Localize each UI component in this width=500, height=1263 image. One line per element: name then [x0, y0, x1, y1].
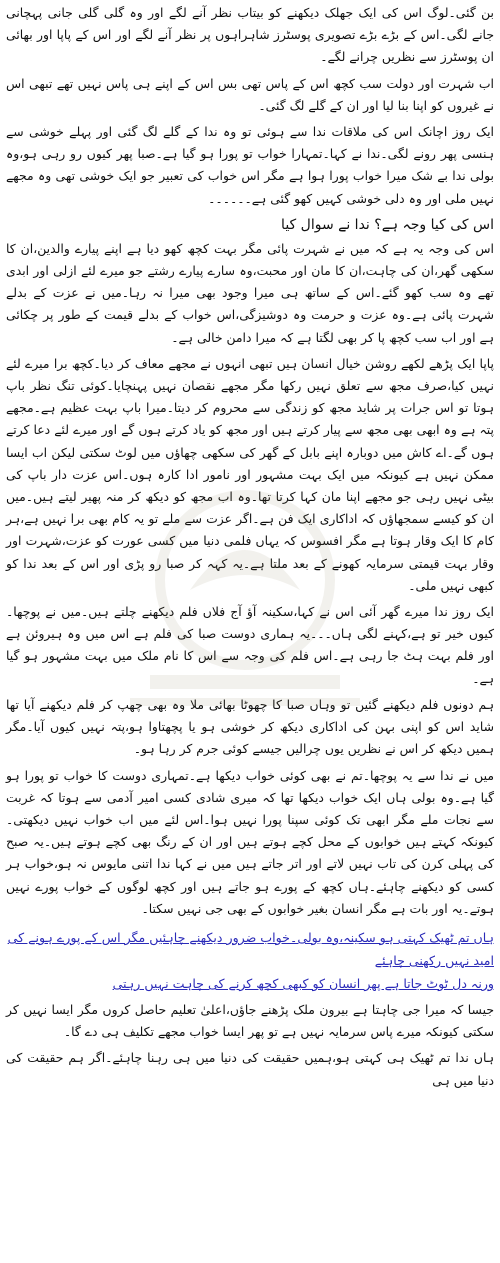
paragraph-8: میں نے ندا سے یہ پوچھا۔تم نے بھی کوئی خواب دیکھا ہے۔تمہاری دوست کا خواب تو پورا ہو گیا ہے۔وہ بولی ہاں ایک خواب دیکھا تھا کہ میری شادی کسی امیر آدمی سے ہوتا کہ غربت سے نجات ملے مگر ابھی تک کوئی سپنا پورا نہیں ہوا۔اس لئے میں اب خواب نہیں دیکھتی۔کیونکہ کہتے ہیں خوابوں کے محل کچے ہوتے ہیں اور ان کے رنگ بھی کچے ہوتے ہیں۔یہ صبح کی پہلی کرن کی تاب نہیں لاتے اور اتر جاتے ہیں میں نے کہا ندا اتنی مایوس نہ ہو،خواب ہر کسی کو دیکھنے چاہئے۔ہاں کچھ کے پورے ہو جاتے ہیں اور کچھ لوگوں کے خواب پورے نہیں ہوتے۔یہ اور بات ہے مگر انسان بغیر خوابوں کے بھی جی نہیں سکتا۔ — [6, 767, 494, 916]
paragraph-1: بن گئی۔لوگ اس کی ایک جھلک دیکھنے کو بیتاب نظر آنے لگے اور وہ گلی گلی جانی پہچانی جانے لگی۔اس کے بڑے بڑے تصویری پوسٹرز شاہراہوں پر نظر آنے لگے اور اس کے پاپا اور بھائی ان پوسٹرز سے نظریں چرانے لگے۔ — [6, 5, 494, 65]
paragraph-4: اس کی وجہ یہ ہے کہ میں نے شہرت پائی مگر بہت کچھ کھو دیا ہے اپنے پیارے والدین،ان کا سکھی گھر،ان کی چاہت،ان کا مان اور محبت،وہ سارے پیارے رشتے جو میرے لئے ازلی اور ابدی تھے وہ سب کھو گئے۔اس کے ساتھ ہی میرا وجود بھی میرا نہ رہا۔میں نے عزت کے بدلے شہرت پائی ہے۔وہ عزت و حرمت وہ دوشیزگی،اس خواب کے بدلے قیمت کے طور پر چکائی ہے اور اب سب کچھ پا کر بھی لگتا ہے کہ میرا دامن خالی ہے۔ — [6, 240, 494, 345]
paragraph-9: جیسا کہ میرا جی چاہتا ہے بیرون ملک پڑھنے جاؤں،اعلیٰ تعلیم حاصل کروں مگر ایسا نہیں کر سکتی کیونکہ میرے پاس سرمایہ نہیں ہے تو پھر ایسا خواب مجھے تکلیف ہی دے گا۔ — [6, 1001, 494, 1040]
paragraph-3: ایک روز اچانک اس کی ملاقات ندا سے ہوئی تو وہ ندا کے گلے لگ گئی اور پہلے خوشی سے ہنسی پھر رونے لگی۔ندا نے کہا۔تمہارا خواب تو پورا ہو گیا ہے۔صبا پھر کیوں رو رہی ہو،وہ بولی ندا بے شک میرا خواب پورا ہوا ہے مگر اس خواب کی تعبیر جو ایک خوشی تھی وہ مجھے نہیں ملی اور وہ دلی خوشی کہیں کھو گئی ہے۔۔۔۔۔۔ — [6, 124, 494, 206]
question-line: اس کی کیا وجہ ہے؟ ندا نے سوال کیا — [281, 216, 494, 233]
paragraph-6: ایک روز ندا میرے گھر آئی اس نے کہا،سکینہ آؤ آج فلاں فلم دیکھنے چلتے ہیں۔میں نے پوچھا۔کیوں خیر تو ہے،کہنے لگی ہاں۔۔۔یہ ہماری دوست صبا کی فلم ہے اس میں وہ ہیروئن ہے اور فلم بہت ہٹ جا رہی ہے۔اس فلم کی وجہ سے اس کا نام ملک میں بہت مشہور ہو گیا ہے۔ — [6, 604, 494, 686]
paragraph-7: ہم دونوں فلم دیکھنے گئیں تو وہاں صبا کا چھوٹا بھائی ملا وہ بھی چھپ کر فلم دیکھنے آیا تھا شاید اس کو اپنی بہن کی اداکاری دیکھ کر خوشی ہو یا پچھتاوا ہو،پتہ نہیں کیوں آیا۔مگر ہمیں دیکھ کر اس نے نظریں یوں چرالیں جیسے کوئی جرم کر رہا ہو۔ — [6, 696, 494, 757]
highlighted-quote-line-1: ہاں تم ٹھیک کہتی ہو سکینہ،وہ بولی۔خواب ضرور دیکھنے چاہئیں مگر اس کے پورے ہونے کی امید نہیں رکھنی چاہئے — [7, 929, 494, 968]
highlighted-quote — [6, 926, 494, 995]
paragraph-2: اب شہرت اور دولت سب کچھ اس کے پاس تھی بس اس کے اپنے ہی پاس نہیں تھے تبھی اس نے غیروں کو اپنا بنا لیا اور ان کے گلے لگ گئی۔ — [6, 75, 494, 113]
story-page — [6, 2, 494, 1092]
paragraph-5: پاپا ایک پڑھے لکھے روشن خیال انسان ہیں تبھی انہوں نے مجھے معاف کر دیا۔کچھ برا میرے لئے نہیں کیا،صرف مجھ سے تعلق نہیں رکھا مگر مجھے نقصان نہیں پہنچایا۔کوئی تنگ نظر باپ ہوتا تو اس جرات پر شاید مجھ کو زندگی سے محروم کر دیتا۔میرا باپ بہت عظیم ہے۔مجھے پتہ ہے وہ ابھی بھی مجھ سے پیار کرتے ہیں اور مجھ کو یاد کرتے ہوں گے اور میرے لئے دعا کرتے ہوں گے۔اے کاش میں دوبارہ اپنے بابل کے گھر کی سکھی چھاؤں میں لوٹ سکتی لیکن اب ایسا ممکن نہیں ہے کیونکہ میں ایک بہت مشہور اور نامور ادا کارہ ہوں۔اس عزت دار باپ کی بیٹی نہیں رہی جو مجھے اپنا مان کہا کرتا تھا۔وہ اب مجھ کو دیکھ کر منہ پھیر لیتے ہیں۔میں ان کو کیسے سمجھاؤں کہ اداکاری ایک فن ہے۔اگر عزت سے ملے تو یہ کام بھی برا نہیں ہے،ہر کام کا ایک وقار ہوتا ہے مگر افسوس کہ یہاں فلمی دنیا میں کسی عورت کو عزت،شہرت اور وقار بہت قیمتی سرمایہ کھونے کے بعد ملتا ہے۔یہ کہہ کر صبا رو پڑی اور اس کے بعد ندا کو کبھی نہیں ملی۔ — [6, 355, 494, 593]
highlighted-quote-line-2: ورنہ دل ٹوٹ جاتا ہے پھر انسان کو کبھی کچھ کرنے کی چاہت نہیں رہتی — [112, 975, 494, 991]
paragraph-10: ہاں ندا تم ٹھیک ہی کہتی ہو،ہمیں حقیقت کی دنیا میں ہی رہنا چاہئے۔اگر ہم حقیقت کی دنیا میں ہی — [6, 1050, 494, 1088]
